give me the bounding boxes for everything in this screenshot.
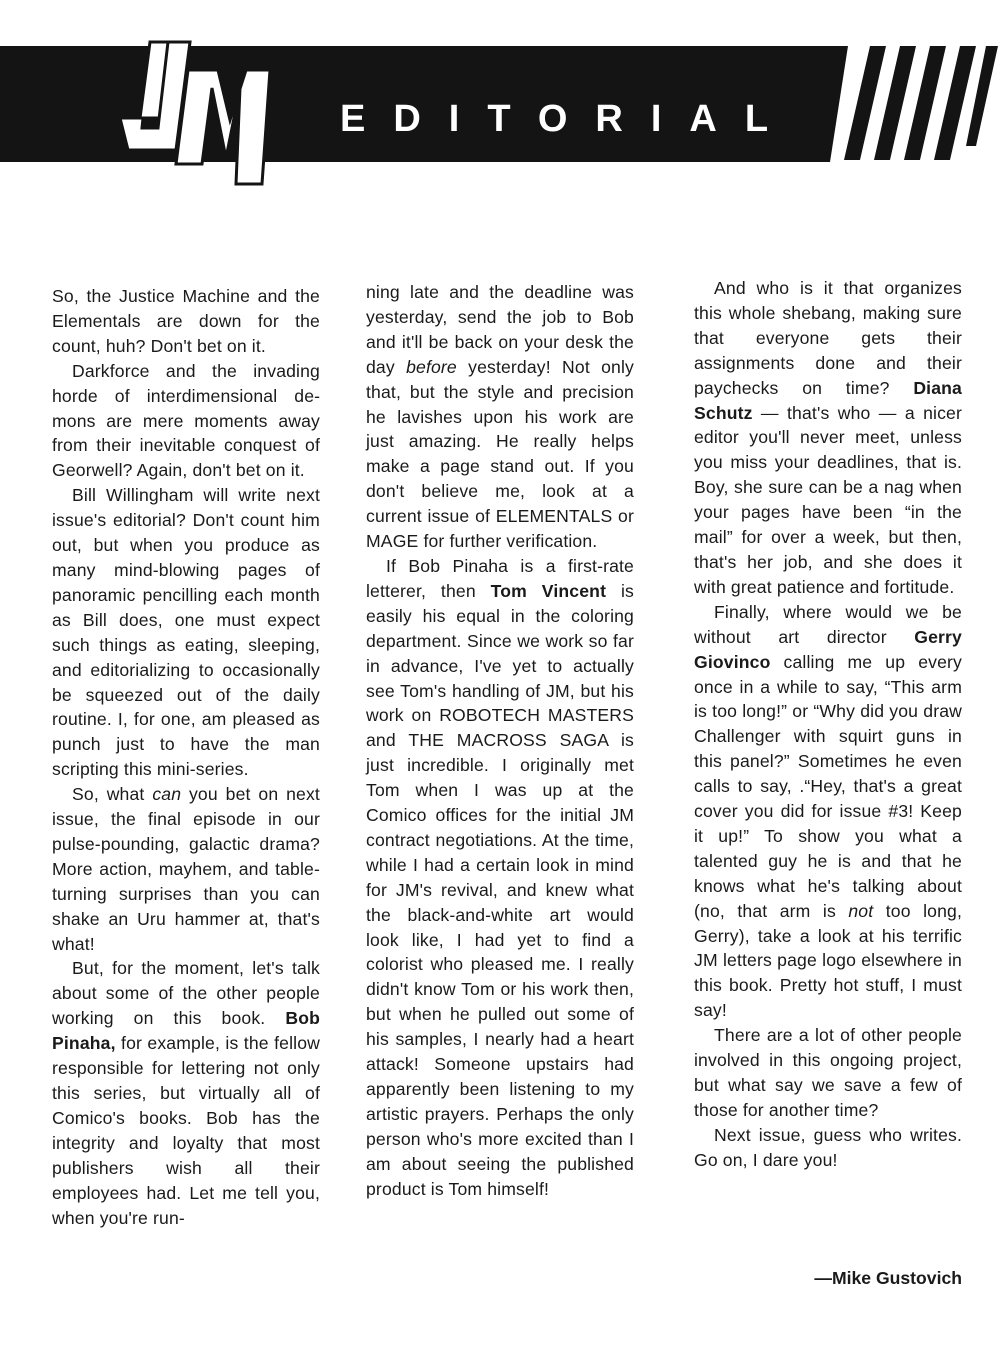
paragraph: ning late and the deadline was yesterday, send the job to Bob and it'll be back on your desk the day before yesterday! Not only that, but the style and precision he lavishes upon his work are just amazing. He really helps make a page stand out. If you don't believe me, look at a current issue of ELEMENTALS or MAGE for further verification. (366, 282, 634, 552)
paragraph: So, what can you bet on next issue, the final episode in our pulse-pounding, galactic drama? More action, mayhem, and table-turning surprises than you can shake an Uru hammer at, that's what! (52, 784, 320, 954)
paragraph: Bill Willingham will write next issue's editorial? Don't count him out, but when you produce as many mind-blowing pages of panoramic pencilling each month as Bill does, one must expect such things as eating, sleeping, and editorializing to occasionally be squeezed out of the daily routine. I, for one, am pleased as punch just to have the man scripting this mini-series. (52, 485, 320, 780)
paragraph: But, for the moment, let's talk about some of the other people working on this book. Bob Pinaha, for example, is the fellow responsible for lettering not only this series, but virtually all of Comico's books. Bob has the integrity and loyalty that most publishers wish all their employees had. Let me tell you, when you're run- (52, 958, 320, 1228)
stripe-marks (844, 46, 998, 160)
editorial-banner (0, 0, 1000, 230)
paragraph: So, the Justice Machine and the Elementals are down for the count, huh? Don't bet on it. (52, 286, 320, 356)
paragraph: There are a lot of other people involved in this ongoing project, but what say we save a few of those for another time? (694, 1025, 962, 1120)
column-3 (694, 276, 962, 1173)
column-1 (52, 284, 320, 1230)
paragraph: If Bob Pinaha is a first-rate letterer, then Tom Vincent is easily his equal in the coloring department. Since we work so far in advance, I've yet to actually see Tom's handling of JM, but his work on ROBOTECH MASTERS and THE MACROSS SAGA is just incredible. I originally met Tom when I was up at the Comico offices for the initial JM contract negotiations. At the time, while I had a certain look in mind for JM's revival, and knew what the black-and-white art would look like, I had yet to find a colorist who pleased me. I really didn't know Tom or his work then, but when he pulled out some of his samples, I nearly had a heart attack! Someone upstairs had apparently been listening to my artistic prayers. Perhaps the only person who's more excited than I am about seeing the published product is Tom himself! (366, 555, 634, 1199)
column-2 (366, 280, 634, 1202)
paragraph: Finally, where would we be without art director Gerry Giovinco calling me up every once in a while to say, “This arm is too long!” or “Why did you draw Challenger with squirt guns in this panel?” Sometimes he even calls to say, .“Hey, that's a great cover you did for issue #3! Keep it up!” To show you what a talented guy he is and that he knows what he's talking about (no, that arm is not too long, Gerry), take a look at his terrific JM letters page logo elsewhere in this book. Pretty hot stuff, I must say! (694, 601, 962, 1021)
paragraph: And who is it that organizes this whole shebang, making sure that everyone gets their assignments done and their paychecks on time? Diana Schutz — that's who — a nicer editor you'll never meet, unless you miss your deadlines, that is. Boy, she sure can be a nag when your pages have been “in the mail” for over a week, but then, that's her job, and she does it with great patience and fortitude. (694, 278, 963, 597)
page-title: EDITORIAL (340, 98, 797, 140)
author-signature: —Mike Gustovich (814, 1268, 962, 1288)
paragraph: Next issue, guess who writes. Go on, I dare you! (694, 1124, 962, 1170)
paragraph: Darkforce and the invading horde of interdimensional demons are mere moments away from their inevitable conquest of Georwell? Again, don't bet on it. (52, 360, 320, 481)
